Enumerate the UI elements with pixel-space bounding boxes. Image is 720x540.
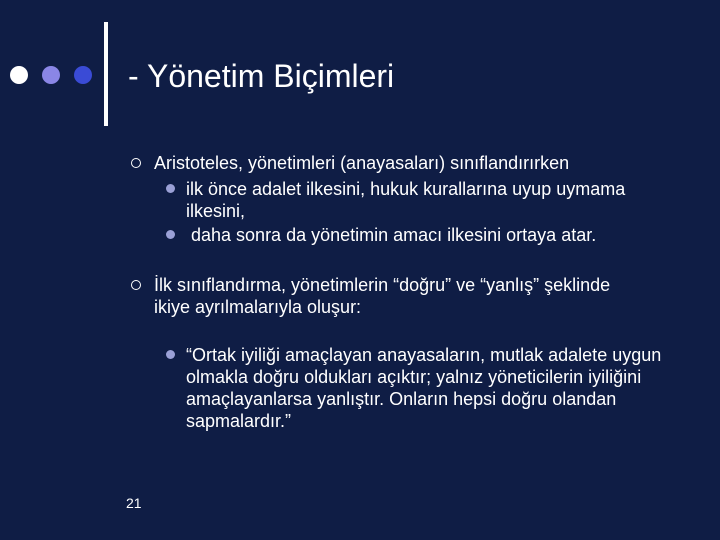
filled-dot-bullet-icon [166,184,175,193]
filled-dot-bullet-icon [166,350,175,359]
sub-bullet-text: “Ortak iyiliği amaçlayan anayasaların, mutlak adalete uygun olmakla doğru oldukları açıktır; yalnız yöneticilerin iyiliğini amaçlayanlarsa yanlıştır. Onların hepsi doğru olandan sapmalardır.” [186,345,662,431]
decorative-dots [10,66,94,84]
bullet-text: Aristoteles, yönetimleri (anayasaları) sınıflandırırken [154,153,570,173]
page-number: 21 [126,495,142,511]
hollow-circle-bullet-icon [131,158,141,168]
sub-bullet-text: daha sonra da yönetimin amacı ilkesini ortaya atar. [186,225,597,245]
title-divider-line [104,22,108,126]
filled-dot-bullet-icon [166,230,175,239]
lavender-dot-icon [42,66,60,84]
white-dot-icon [10,66,28,84]
bullet-text: İlk sınıflandırma, yönetimlerin “doğru” ve “yanlış” şeklinde ikiye ayrılmalarıyla oluşur: [154,275,611,317]
hollow-circle-bullet-icon [131,280,141,290]
blue-dot-icon [74,66,92,84]
slide-title: - Yönetim Biçimleri [128,58,395,94]
sub-bullet-text: ilk önce adalet ilkesini, hukuk kurallarına uyup uymama ilkesini, [186,179,626,221]
